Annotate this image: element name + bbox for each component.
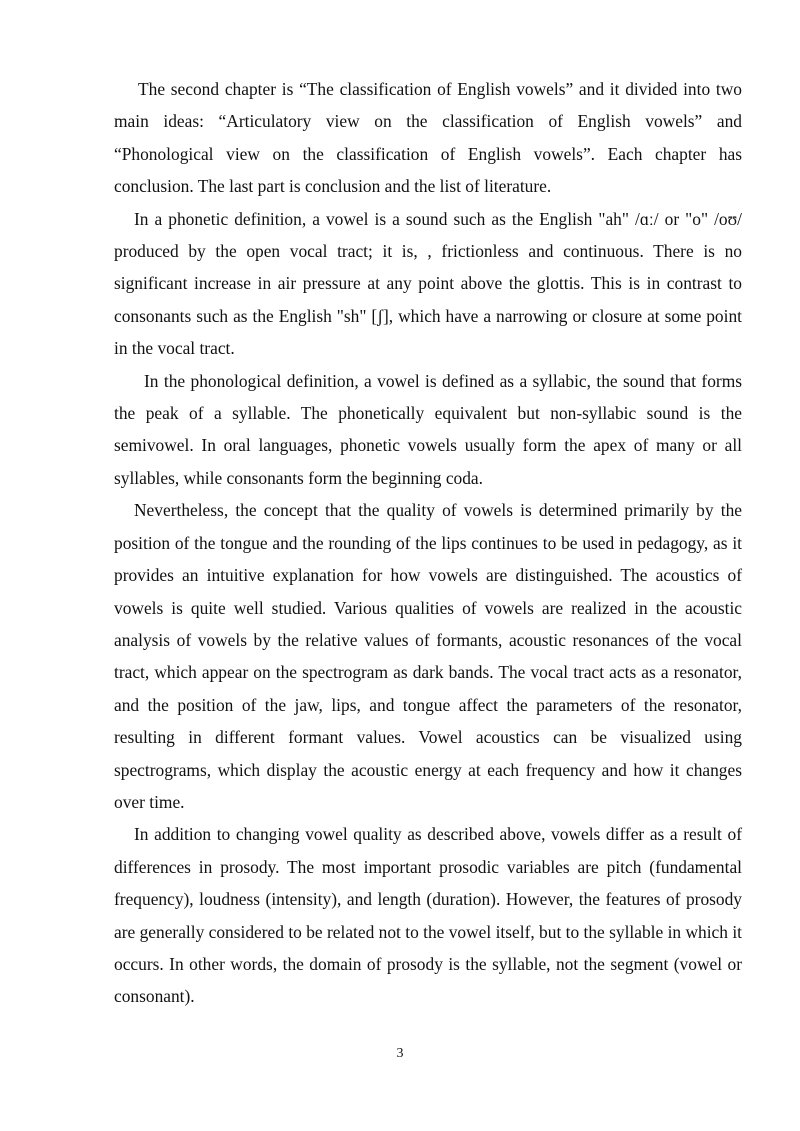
paragraph-chapter-two-summary: The second chapter is “The classification of English vowels” and it divided into two main ideas: “Articulatory view on the classification of English vowels” and “Phonological view on the classification of English vowels”. Each chapter has conclusion. The last part is conclusion and the list of literature. (114, 79, 742, 197)
paragraph-vowel-acoustics: Nevertheless, the concept that the quality of vowels is determined primarily by the position of the tongue and the rounding of the lips continues to be used in pedagogy, as it provides an intuitive explanation for how vowels are distinguished. The acoustics of vowels is quite well studied. Various qualities of vowels are realized in the acoustic analysis of vowels by the relative values of formants, acoustic resonances of the vocal tract, which appear on the spectrogram as dark bands. The vocal tract acts as a resonator, and the position of the jaw, lips, and tongue affect the parameters of the resonator, resulting in different formant values. Vowel acoustics can be visualized using spectrograms, which display the acoustic energy at each frequency and how it changes over time. (114, 500, 742, 812)
page-number: 3 (396, 1046, 404, 1061)
paragraph-phonetic-definition: In a phonetic definition, a vowel is a sound such as the English "ah" /ɑː/ or "o" /oʊ/ produced by the open vocal tract; it is, , frictionless and continuous. There is no significant increase in air pressure at any point above the glottis. This is in contrast to consonants such as the English "sh" [ʃ], which have a narrowing or closure at some point in the vocal tract. (114, 208, 742, 359)
paragraph-phonological-definition: In the phonological definition, a vowel is defined as a syllabic, the sound that forms the peak of a syllable. The phonetically equivalent but non-syllabic sound is the semivowel. In oral languages, phonetic vowels usually form the apex of many or all syllables, while consonants form the beginning coda. (114, 370, 742, 488)
document-body (114, 73, 742, 1013)
paragraph-prosody: In addition to changing vowel quality as described above, vowels differ as a result of differences in prosody. The most important prosodic variables are pitch (fundamental frequency), loudness (intensity), and length (duration). However, the features of prosody are generally considered to be related not to the vowel itself, but to the syllable in which it occurs. In other words, the domain of prosody is the syllable, not the segment (vowel or consonant). (114, 824, 742, 1007)
